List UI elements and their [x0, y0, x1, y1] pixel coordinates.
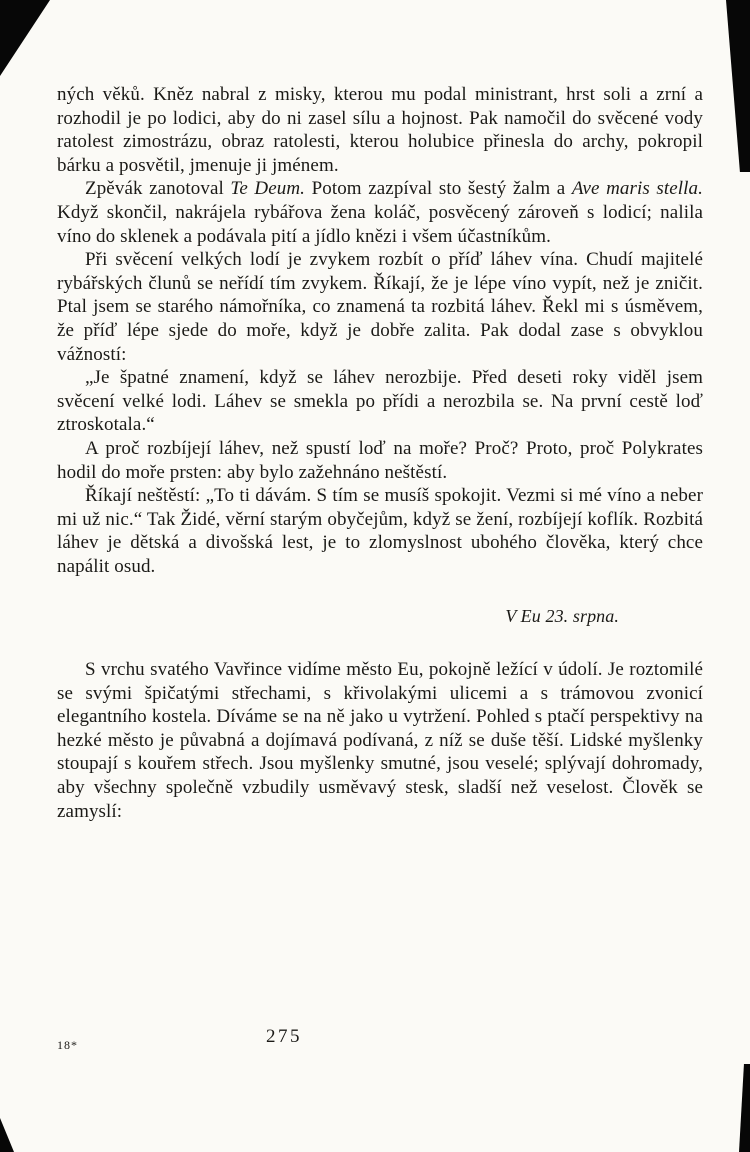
paragraph-text: Zpěvák zanotoval — [85, 178, 231, 200]
dateline: V Eu 23. srpna. — [505, 606, 619, 627]
paragraph: S vrchu svatého Vavřince vidíme město Eu, pokojně ležící v údolí. Je roztomilé se svými špičatými střechami, s křivolakými ulicemi a s trámovou zvonicí elegantního kostela. Díváme se na ně jako u vytržení. Pohled s ptačí perspektivy na hezké město je půvabná a dojímavá podívaná, z níž se duše těší. Lidské myšlenky stoupají s kouřem střech. Jsou myšlenky smutné, jsou veselé; splývají dohromady, aby všechny společně vzbudily usměvavý stesk, sladší než veselost. Člověk se zamyslí: — [57, 659, 703, 822]
scan-artifact-top-left — [0, 0, 50, 76]
paragraph: Při svěcení velkých lodí je zvykem rozbít o příď láhev vína. Chudí majitelé rybářských člunů se neřídí tím zvykem. Říkají, že je lépe víno vypít, než je zničit. Ptal jsem se starého námořníka, co znamená ta rozbitá láhev. Řekl mi s úsměvem, že příď lépe sjede do moře, když je dobře zalita. Pak dodal zase s obvyklou vážností: — [57, 249, 703, 365]
paragraph-text: Když skončil, nakrájela rybářova žena koláč, posvěcený zároveň s lodicí; nalila víno do sklenek a podávala pití a jídlo knězi i všem účastníkům. — [57, 201, 703, 247]
scan-artifact-bottom-left — [0, 1118, 14, 1152]
latin-hymn-title: Ave maris stella. — [571, 178, 704, 200]
paragraph: A proč rozbíjejí láhev, než spustí loď na moře? Proč? Proto, proč Polykrates hodil do moře prsten: aby bylo zažehnáno neštěstí. — [57, 437, 703, 483]
scan-artifact-bottom-right — [739, 1064, 750, 1152]
scan-artifact-top-right — [726, 0, 750, 172]
paragraph-text: Potom zazpíval sto šestý žalm a — [305, 178, 572, 200]
text-block — [57, 83, 703, 823]
paragraph: Říkají neštěstí: „To ti dávám. S tím se musíš spokojit. Vezmi si mé víno a neber mi už nic.“ Tak Židé, věrní starým obyčejům, když se žení, rozbíjejí koflík. Rozbitá láhev je dětská a divošská lest, je to zlomyslnost ubohého člověka, který chce napálit osud. — [57, 485, 703, 577]
paragraph — [57, 177, 703, 248]
page-number: 275 — [266, 1026, 302, 1047]
latin-hymn-title: Te Deum. — [230, 178, 306, 200]
signature-mark: 18* — [57, 1038, 78, 1052]
paragraph-continuation: ných věků. Kněz nabral z misky, kterou mu podal ministrant, hrst soli a zrní a rozhodil je po lodici, aby do ni zasel sílu a hojnost. Pak namočil do svěcené vody ratolest zimostrázu, obraz ratolesti, kterou holubice přinesla do archy, pokropil bárku a posvětil, jmenuje ji jménem. — [57, 84, 703, 176]
paragraph-quote: „Je špatné znamení, když se láhev nerozbije. Před deseti roky viděl jsem svěcení velké lodi. Láhev se smekla po přídi a nerozbila se. Na první cestě loď ztroskotala.“ — [57, 367, 703, 436]
